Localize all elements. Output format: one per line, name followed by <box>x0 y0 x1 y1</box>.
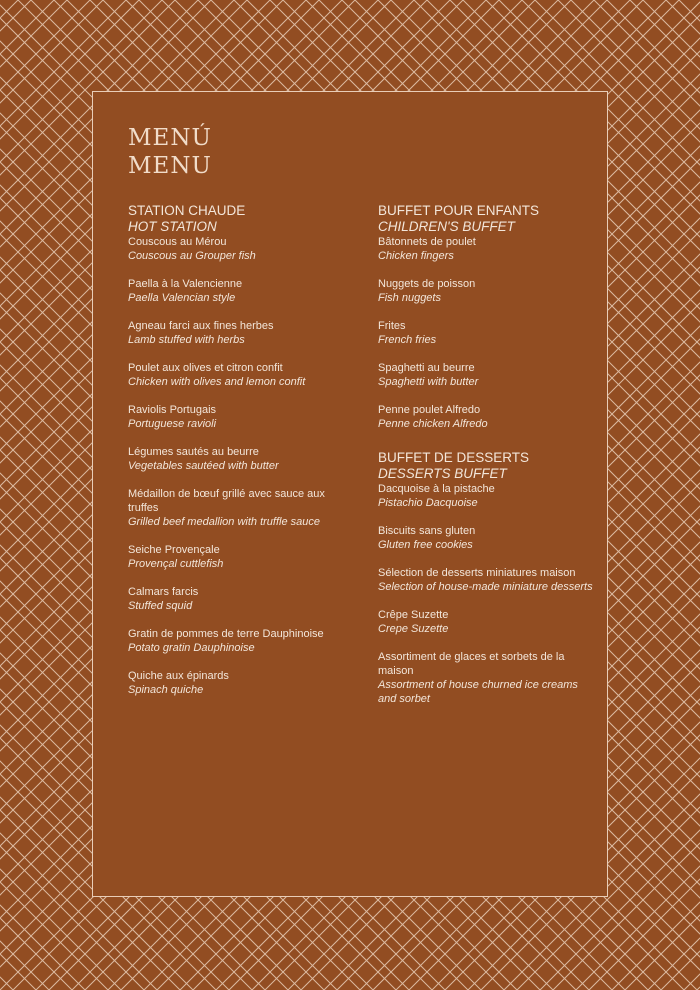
menu-item-english: Stuffed squid <box>128 600 193 612</box>
menu-item <box>378 566 593 594</box>
menu-item-french: Assortiment de glaces et sorbets de la maison <box>378 651 565 677</box>
hot-station-section <box>128 203 353 697</box>
menu-item-french: Calmars farcis <box>128 586 199 598</box>
menu-item-french: Médaillon de bœuf grillé avec sauce aux truffes <box>128 488 325 514</box>
menu-item-english: French fries <box>378 334 437 346</box>
menu-item-french: Couscous au Mérou <box>128 236 227 248</box>
menu-item-french: Poulet aux olives et citron confit <box>128 362 283 374</box>
section-title: BUFFET DE DESSERTS <box>378 450 530 465</box>
menu-item-french: Paella à la Valencienne <box>128 278 243 290</box>
menu-title-spanish: MENÚ <box>128 125 212 151</box>
menu-item-english: Provençal cuttlefish <box>128 558 224 570</box>
children-buffet-section <box>378 203 593 431</box>
right-column <box>378 203 593 720</box>
section-subtitle: HOT STATION <box>128 219 217 234</box>
menu-item-french: Quiche aux épinards <box>128 670 229 682</box>
menu-item <box>378 235 593 263</box>
menu-item-english: Fish nuggets <box>378 292 441 304</box>
menu-item <box>378 277 593 305</box>
menu-item <box>378 650 593 706</box>
section-items <box>128 235 353 697</box>
menu-item-english: Potato gratin Dauphinoise <box>128 642 255 654</box>
section-title: BUFFET POUR ENFANTS <box>378 203 540 218</box>
menu-item-english: Spinach quiche <box>128 684 204 696</box>
menu-item-english: Grilled beef medallion with truffle sauce <box>128 516 320 528</box>
menu-item-english: Crepe Suzette <box>378 623 449 635</box>
section-items <box>378 235 593 431</box>
menu-item-english: Pistachio Dacquoise <box>378 497 478 509</box>
menu-item-french: Bâtonnets de poulet <box>378 236 476 248</box>
menu-item-english: Selection of house-made miniature desserts <box>378 581 593 593</box>
menu-item <box>128 361 353 389</box>
menu-item-english: Penne chicken Alfredo <box>378 418 488 430</box>
menu-item <box>128 487 353 529</box>
menu-item-english: Assortment of house churned ice creams and sorbet <box>378 679 578 705</box>
menu-item <box>128 277 353 305</box>
menu-item-french: Nuggets de poisson <box>378 278 476 290</box>
menu-item-french: Penne poulet Alfredo <box>378 404 481 416</box>
menu-item <box>378 524 593 552</box>
desserts-buffet-section <box>378 450 593 706</box>
menu-item <box>378 608 593 636</box>
menu-item-english: Couscous au Grouper fish <box>128 250 256 262</box>
menu-item <box>128 403 353 431</box>
section-title: STATION CHAUDE <box>128 203 246 218</box>
menu-item-english: Portuguese ravioli <box>128 418 217 430</box>
menu-item <box>128 543 353 571</box>
menu-title-english: MENU <box>128 153 212 179</box>
menu-item <box>378 361 593 389</box>
menu-item <box>128 235 353 263</box>
menu-item-english: Spaghetti with butter <box>378 376 479 388</box>
menu-item <box>378 482 593 510</box>
menu-item <box>378 403 593 431</box>
menu-item-english: Chicken with olives and lemon confit <box>128 376 306 388</box>
menu-item-french: Crêpe Suzette <box>378 609 449 621</box>
menu-item <box>128 669 353 697</box>
section-items <box>378 482 593 706</box>
menu-item-english: Lamb stuffed with herbs <box>128 334 245 346</box>
menu-title <box>128 124 212 180</box>
menu-item-french: Spaghetti au beurre <box>378 362 475 374</box>
left-column <box>128 203 353 711</box>
menu-item-french: Gratin de pommes de terre Dauphinoise <box>128 628 324 640</box>
menu-item-french: Sélection de desserts miniatures maison <box>378 567 576 579</box>
menu-item <box>128 445 353 473</box>
menu-item <box>378 319 593 347</box>
menu-item-french: Légumes sautés au beurre <box>128 446 259 458</box>
menu-item-french: Seiche Provençale <box>128 544 220 556</box>
menu-item-english: Chicken fingers <box>378 250 454 262</box>
menu-item-english: Vegetables sautéed with butter <box>128 460 279 472</box>
menu-item <box>128 627 353 655</box>
menu-item-english: Gluten free cookies <box>378 539 473 551</box>
menu-item <box>128 585 353 613</box>
section-subtitle: CHILDREN'S BUFFET <box>378 219 515 234</box>
menu-item-french: Biscuits sans gluten <box>378 525 476 537</box>
menu-item-french: Dacquoise à la pistache <box>378 483 495 495</box>
section-subtitle: DESSERTS BUFFET <box>378 466 507 481</box>
menu-item-french: Frites <box>378 320 406 332</box>
menu-item-english: Paella Valencian style <box>128 292 236 304</box>
menu-item-french: Raviolis Portugais <box>128 404 217 416</box>
menu-item <box>128 319 353 347</box>
menu-item-french: Agneau farci aux fines herbes <box>128 320 274 332</box>
